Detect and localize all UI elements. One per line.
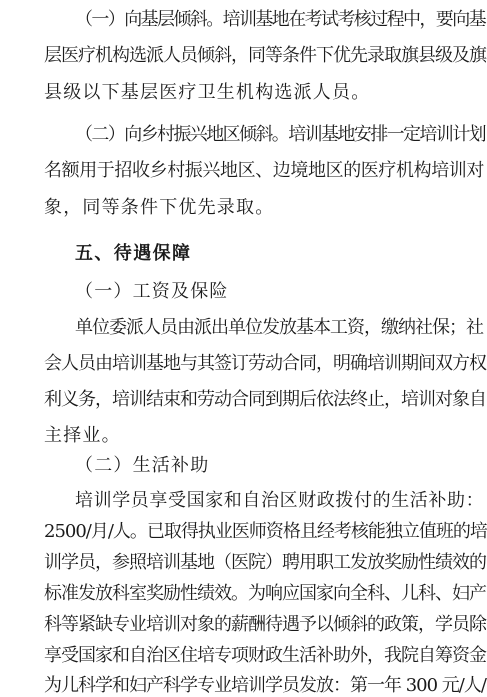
text-line: 主择业。	[44, 425, 121, 446]
text-line: 会人员由培训基地与其签订劳动合同，明确培训期间双方权	[44, 353, 486, 374]
text-line: 2500/月/人。已取得执业医师资格且经考核能独立值班的培	[44, 521, 487, 542]
text-line: 单位委派人员由派出单位发放基本工资，缴纳社保；社	[75, 317, 483, 338]
text-line: 层医疗机构选派人员倾斜，同等条件下优先录取旗县级及旗	[44, 45, 486, 66]
text-line: 县级以下基层医疗卫生机构选派人员。	[44, 82, 371, 103]
text-line: 为儿科学和妇产科学专业培训学员发放：第一年 300 元/人/	[44, 675, 486, 696]
section-heading: 五、待遇保障	[75, 243, 192, 264]
text-line: 培训学员享受国家和自治区财政拨付的生活补助：	[75, 490, 485, 511]
text-line: 标准发放科室奖励性绩效。为响应国家向全科、儿科、妇产	[44, 583, 486, 604]
subsection-title: （一）工资及保险	[75, 281, 229, 302]
text-line: （二）向乡村振兴地区倾斜。培训基地安排一定培训计划	[75, 124, 485, 145]
text-line: （一）向基层倾斜。培训基地在考试考核过程中，要向基	[75, 9, 485, 30]
text-line: 训学员，参照培训基地（医院）聘用职工发放奖励性绩效的	[44, 552, 486, 573]
text-line: 享受国家和自治区住培专项财政生活补助外，我院自筹资金	[44, 645, 486, 666]
text-line: 科等紧缺专业培训对象的薪酬待遇予以倾斜的政策，学员除	[44, 614, 486, 635]
text-line: 名额用于招收乡村振兴地区、边境地区的医疗机构培训对	[44, 160, 484, 181]
text-line: 利义务，培训结束和劳动合同到期后依法终止，培训对象自	[44, 389, 486, 410]
text-line: 象，同等条件下优先录取。	[44, 197, 275, 218]
subsection-title: （二）生活补助	[75, 455, 210, 476]
